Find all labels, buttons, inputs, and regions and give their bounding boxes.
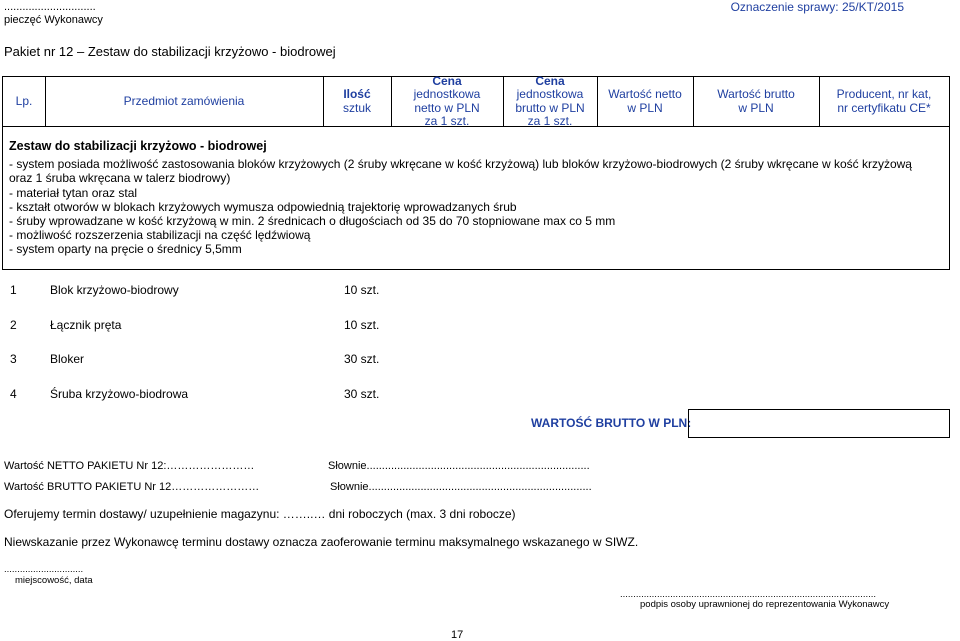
item-qty: 10 szt. (344, 283, 380, 297)
package-net-value: Wartość NETTO PAKIETU Nr 12:…………………… (4, 460, 255, 472)
delivery-term: Oferujemy termin dostawy/ uzupełnienie magazynu: ……..… dni roboczych (max. 3 dni robocze) (4, 507, 516, 521)
item-qty: 10 szt. (344, 318, 380, 332)
package-gross-words: Słownie......................................................................... (330, 481, 592, 493)
description-line: - system posiada możliwość zastosowania bloków krzyżowych (2 śruby wkręcane w kość krzyżową) lub bloków krzyżowo-biodrowych (2 śruby wkręcane w kość krzyżową (9, 157, 912, 172)
table-header (3, 73, 949, 128)
signature-label: podpis osoby uprawnionej do reprezentowania Wykonawcy (640, 599, 890, 610)
item-qty: 30 szt. (344, 387, 380, 401)
item-number: 3 (10, 352, 17, 366)
description-line: - kształt otworów w blokach krzyżowych wymusza odpowiednią trajektorię wprowadzanych śrub (9, 199, 517, 214)
description-line: - system oparty na pręcie o średnicy 5,5mm (9, 242, 242, 257)
description-line: - materiał tytan oraz stal (9, 185, 138, 200)
item-qty: 30 szt. (344, 352, 380, 366)
stamp-label: pieczęć Wykonawcy (4, 14, 103, 26)
col-producer: Producent, nr kat, nr certyfikatu CE* (836, 87, 932, 115)
col-qty: Ilość sztuk (342, 87, 371, 115)
item-number: 4 (10, 387, 17, 401)
description-line: - możliwość rozszerzenia stabilizacji na część lędźwiową (9, 228, 311, 243)
item-name: Śruba krzyżowo-biodrowa (50, 387, 189, 401)
product-description (9, 139, 912, 257)
description-title: Zestaw do stabilizacji krzyżowo - biodrowej (9, 139, 267, 153)
col-value-net: Wartość netto w PLN (608, 87, 682, 115)
description-line: - śruby wprowadzane w kość krzyżową w min. 2 średnicach o długościach od 35 do 70 stopniowane max co 5 mm (9, 214, 616, 229)
delivery-notice: Niewskazanie przez Wykonawcę terminu dostawy oznacza zaoferowanie terminu maksymalnego wskazanego w SIWZ. (4, 535, 639, 549)
page-number: 17 (451, 629, 464, 641)
col-lp: Lp. (15, 93, 33, 108)
col-subject: Przedmiot zamówienia (123, 93, 245, 108)
package-title: Pakiet nr 12 – Zestaw do stabilizacji krzyżowo - biodrowej (4, 44, 336, 59)
col-unit-net: Cena jednostkowa netto w PLN za 1 szt. (413, 73, 481, 128)
item-name: Łącznik pręta (50, 318, 122, 332)
item-name: Blok krzyżowo-biodrowy (50, 283, 179, 297)
offer-table (2, 73, 950, 270)
item-number: 2 (10, 318, 17, 332)
total-gross-label: WARTOŚĆ BRUTTO W PLN: (531, 416, 692, 430)
stamp-dots: .............................. (4, 1, 96, 13)
item-number: 1 (10, 283, 17, 297)
place-date-dots: .............................. (4, 564, 84, 575)
col-value-gross: Wartość brutto w PLN (717, 87, 795, 115)
total-gross-field[interactable] (688, 409, 950, 438)
case-reference: Oznaczenie sprawy: 25/KT/2015 (730, 0, 904, 14)
description-line: oraz 1 śruba wkręcana w talerz biodrowy) (9, 171, 231, 186)
col-unit-gross: Cena jednostkowa brutto w PLN za 1 szt. (515, 73, 585, 128)
item-name: Bloker (50, 352, 85, 366)
package-net-words: Słownie......................................................................... (328, 460, 590, 472)
place-date-label: miejscowość, data (15, 575, 93, 586)
signature-dots: ................................................................................................. (620, 589, 877, 600)
package-gross-value: Wartość BRUTTO PAKIETU Nr 12…………………… (4, 481, 260, 493)
